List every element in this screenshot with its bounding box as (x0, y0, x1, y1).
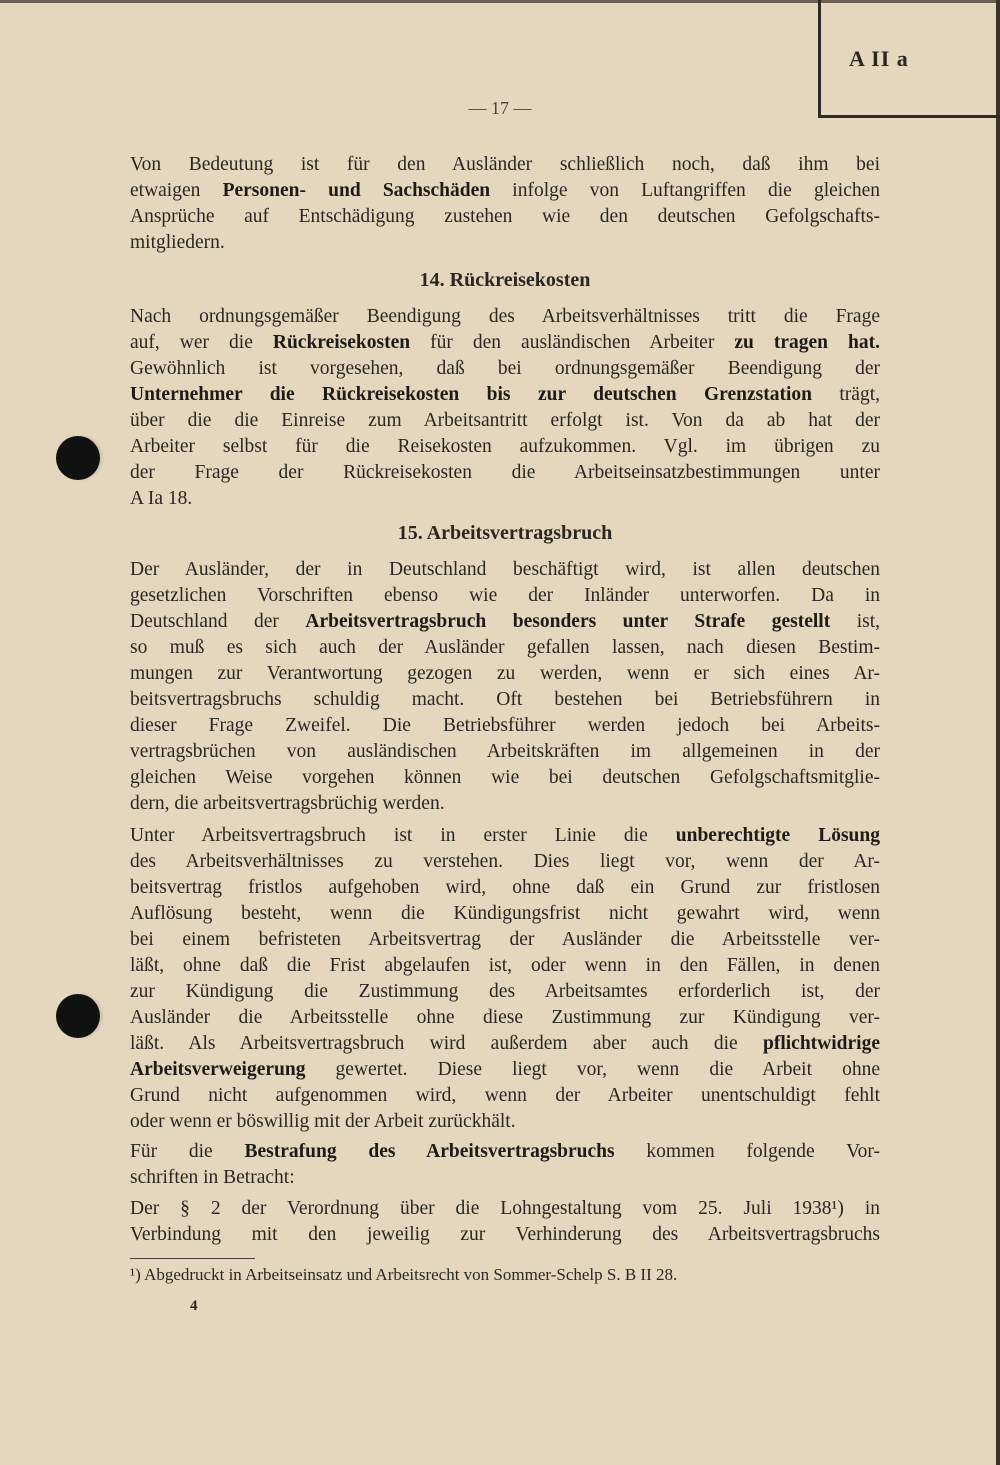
text: Deutschland der (130, 611, 306, 632)
text-line (130, 687, 880, 713)
paragraph (130, 1139, 880, 1191)
text-line (130, 1083, 880, 1109)
text: vertragsbrüchen von ausländischen Arbeitskräften im allgemeinen in der (130, 741, 880, 762)
text-line (130, 330, 880, 356)
text-line (130, 408, 880, 434)
text-line (130, 1165, 880, 1191)
text-line (130, 152, 880, 178)
text-line (130, 1139, 880, 1165)
text: etwaigen (130, 180, 223, 201)
section-heading: 15. Arbeitsvertragsbruch (397, 522, 613, 544)
text: schriften in Betracht: (130, 1167, 295, 1188)
text: Grund nicht aufgenommen wird, wenn der Arbeiter unentschuldigt fehlt (130, 1085, 880, 1106)
text: ist, (830, 611, 880, 632)
text-line (130, 875, 880, 901)
text: des Arbeitsverhältnisses zu verstehen. Dies liegt vor, wenn der Ar- (130, 851, 880, 872)
text-line (130, 460, 880, 486)
text: für den ausländischen Arbeiter (410, 332, 735, 353)
text-line (130, 1031, 880, 1057)
text: mitgliedern. (130, 232, 225, 253)
text-line (130, 953, 880, 979)
text: zur Kündigung die Zustimmung des Arbeitsamtes erforderlich ist, der (130, 981, 880, 1002)
text: dern, die arbeitsvertragsbrüchig werden. (130, 793, 445, 814)
text: Ausländer die Arbeitsstelle ohne diese Zustimmung zur Kündigung ver- (130, 1007, 880, 1028)
bold-text: Personen- und Sachschäden (222, 180, 491, 201)
text-line (130, 661, 880, 687)
text-line (130, 901, 880, 927)
text-line (130, 739, 880, 765)
text: so muß es sich auch der Ausländer gefallen lassen, nach diesen Bestim- (130, 637, 880, 658)
text-line (130, 791, 880, 817)
text-line (130, 1057, 880, 1083)
text-line (130, 382, 880, 408)
bold-text: Arbeitsverweigerung (130, 1059, 306, 1080)
text: Unter Arbeitsvertragsbruch ist in erster Linie die (130, 825, 676, 846)
text-line (130, 635, 880, 661)
bold-text: pflichtwidrige (763, 1033, 880, 1054)
page-number: — 17 — (468, 98, 532, 118)
footnote-rule (130, 1258, 255, 1259)
text-line (130, 823, 880, 849)
text: oder wenn er böswillig mit der Arbeit zurückhält. (130, 1111, 516, 1132)
punch-hole-icon (56, 994, 100, 1038)
text-line (130, 765, 880, 791)
text: infolge von Luftangriffen die gleichen (490, 180, 881, 201)
page-right-edge (996, 0, 1000, 1465)
text: mungen zur Verantwortung gezogen zu werden, wenn er sich eines Ar- (130, 663, 880, 684)
text-line (130, 1222, 880, 1248)
text-line (130, 486, 880, 512)
text-line (130, 230, 880, 256)
paragraph (130, 1196, 880, 1248)
text: beitsvertragsbruchs schuldig macht. Oft bestehen bei Betriebsführern in (130, 689, 880, 710)
text: über die die Einreise zum Arbeitsantritt erfolgt ist. Von da ab hat der (130, 410, 880, 431)
text: kommen folgende Vor- (614, 1141, 880, 1162)
text: gesetzlichen Vorschriften ebenso wie der Inländer unterworfen. Da in (130, 585, 880, 606)
text: Auflösung besteht, wenn die Kündigungsfrist nicht gewahrt wird, wenn (130, 903, 880, 924)
text: der Frage der Rückreisekosten die Arbeitseinsatzbestimmungen unter (130, 462, 880, 483)
bold-text: zu tragen hat. (734, 332, 880, 353)
paragraph (130, 823, 880, 1135)
footnote: ¹) Abgedruckt in Arbeitseinsatz und Arbeitsrecht von Sommer-Schelp S. B II 28. (130, 1265, 678, 1284)
text: auf, wer die (130, 332, 273, 353)
bold-text: Unternehmer die Rückreisekosten bis zur deutschen Grenzstation (130, 384, 812, 405)
text: beitsvertrag fristlos aufgehoben wird, ohne daß ein Grund zur fristlosen (130, 877, 880, 898)
text: Arbeiter selbst für die Reisekosten aufzukommen. Vgl. im übrigen zu (130, 436, 880, 457)
paragraph (130, 152, 880, 256)
text: Der § 2 der Verordnung über die Lohngestaltung vom 25. Juli 1938¹) in (130, 1198, 880, 1219)
text-line (130, 927, 880, 953)
text: Ansprüche auf Entschädigung zustehen wie den deutschen Gefolgschafts- (130, 206, 880, 227)
bold-text: Bestrafung des Arbeitsvertragsbruchs (244, 1141, 615, 1162)
text: Nach ordnungsgemäßer Beendigung des Arbeitsverhältnisses tritt die Frage (130, 306, 880, 327)
section-tab-label: A II a (849, 46, 909, 71)
text-line (130, 304, 880, 330)
text: läßt. Als Arbeitsvertragsbruch wird außerdem aber auch die (130, 1033, 763, 1054)
text-line (130, 204, 880, 230)
text: Für die (130, 1141, 245, 1162)
text-line (130, 1005, 880, 1031)
signature-mark: 4 (190, 1298, 198, 1314)
bold-text: Rückreisekosten (272, 332, 411, 353)
text: trägt, (811, 384, 880, 405)
section-heading: 14. Rückreisekosten (419, 269, 591, 291)
text-line (130, 609, 880, 635)
text-line (130, 849, 880, 875)
text-line (130, 434, 880, 460)
text: Gewöhnlich ist vorgesehen, daß bei ordnungsgemäßer Beendigung der (130, 358, 880, 379)
text: A Ia 18. (130, 488, 193, 509)
paragraph (130, 304, 880, 512)
text: bei einem befristeten Arbeitsvertrag der Ausländer die Arbeitsstelle ver- (130, 929, 880, 950)
bold-text: Arbeitsvertragsbruch besonders unter Strafe gestellt (305, 611, 831, 632)
text: gleichen Weise vorgehen können wie bei deutschen Gefolgschaftsmitglie- (130, 767, 880, 788)
text-line (130, 583, 880, 609)
text-line (130, 713, 880, 739)
text: Verbindung mit den jeweilig zur Verhinderung des Arbeitsvertragsbruchs (130, 1224, 880, 1245)
text-line (130, 356, 880, 382)
text-line (130, 1109, 880, 1135)
bold-text: unberechtigte Lösung (675, 825, 880, 846)
paragraph (130, 557, 880, 817)
text-line (130, 178, 880, 204)
text-line (130, 1196, 880, 1222)
text-line (130, 979, 880, 1005)
text-line (130, 557, 880, 583)
text: dieser Frage Zweifel. Die Betriebsführer werden jedoch bei Arbeits- (130, 715, 880, 736)
punch-hole-icon (56, 436, 100, 480)
text: Der Ausländer, der in Deutschland beschäftigt wird, ist allen deutschen (130, 559, 880, 580)
text: läßt, ohne daß die Frist abgelaufen ist, oder wenn in den Fällen, in denen (130, 955, 880, 976)
text: Von Bedeutung ist für den Ausländer schließlich noch, daß ihm bei (130, 154, 880, 175)
text: gewertet. Diese liegt vor, wenn die Arbeit ohne (305, 1059, 880, 1080)
